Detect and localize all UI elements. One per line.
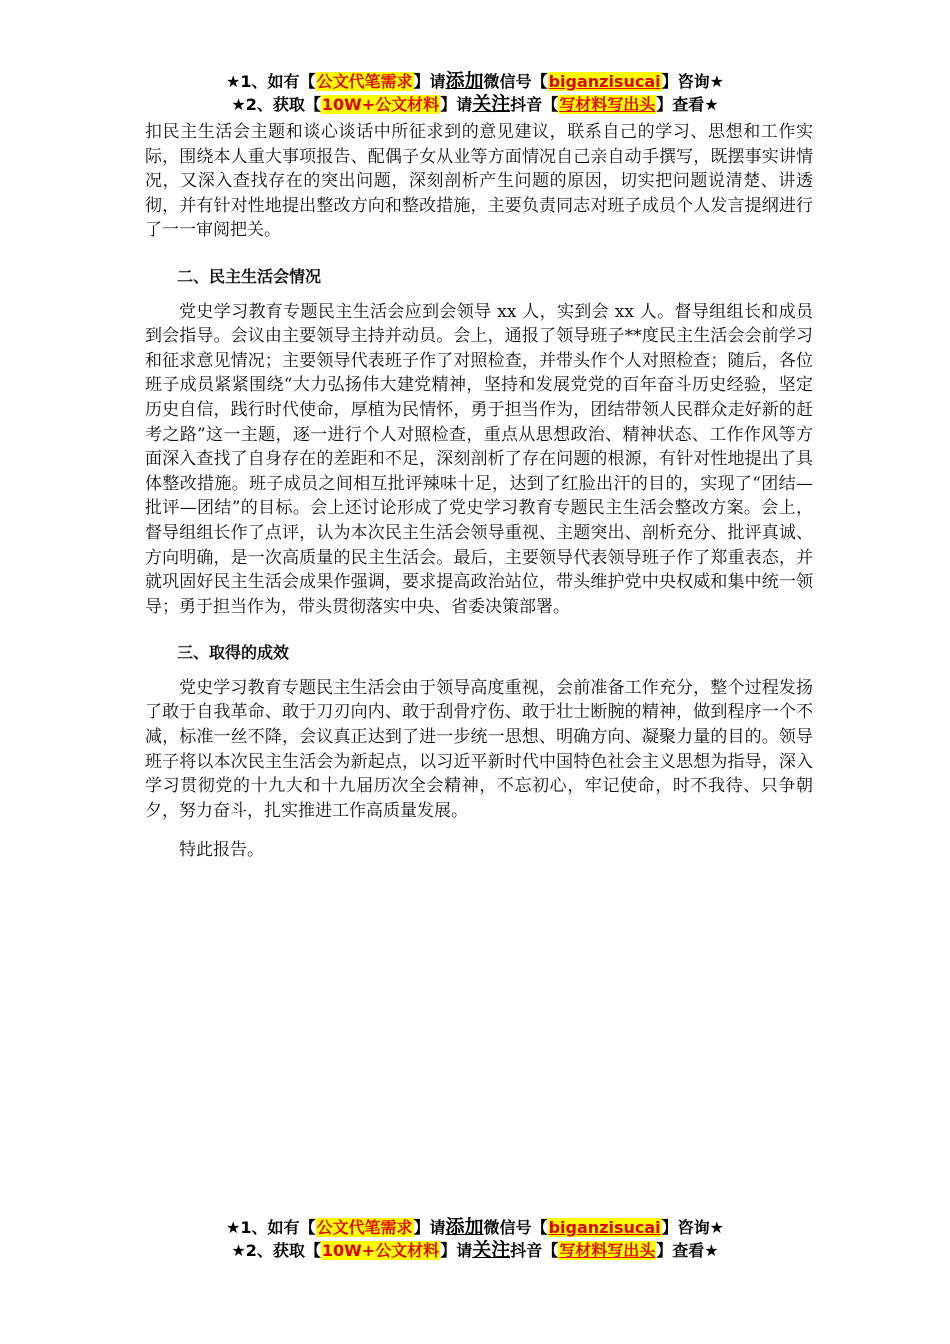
banner-emphasis: 添加 (445, 70, 484, 92)
banner-text: 】请 (413, 1218, 446, 1237)
banner-text: 】查看★ (656, 1241, 719, 1260)
spacer (145, 823, 813, 834)
banner-emphasis: 关注 (472, 1239, 511, 1261)
banner-line-1 (0, 1216, 950, 1239)
banner-text: 】查看★ (656, 95, 719, 114)
closing-line: 特此报告。 (179, 840, 264, 861)
banner-line-2 (0, 93, 950, 116)
banner-text: ★2、获取【 (231, 95, 321, 114)
banner-text: 】请 (440, 1241, 473, 1260)
banner-text: 】请 (413, 72, 446, 91)
douyin-account[interactable]: 写材料写出头 (559, 95, 656, 114)
banner-text: 】请 (440, 95, 473, 114)
wechat-id[interactable]: biganzisucai (548, 1218, 661, 1237)
banner-highlight: 公文代笔需求 (316, 72, 413, 91)
banner-text: ★2、获取【 (231, 1241, 321, 1260)
top-banner (0, 70, 950, 116)
spacer (145, 619, 813, 630)
banner-highlight: 10W+公文材料 (321, 1241, 440, 1260)
banner-text: 抖音【 (510, 95, 559, 114)
banner-line-1 (0, 70, 950, 93)
banner-text: 微信号【 (483, 72, 548, 91)
banner-highlight: 10W+公文材料 (321, 95, 440, 114)
bottom-banner (0, 1216, 950, 1262)
banner-highlight: 公文代笔需求 (316, 1218, 413, 1237)
banner-text: ★1、如有【 (226, 1218, 316, 1237)
banner-text: ★1、如有【 (226, 72, 316, 91)
banner-emphasis: 添加 (445, 1216, 484, 1238)
paragraph-meeting-status: 党史学习教育专题民主生活会应到会领导 xx 人，实到会 xx 人。督导组组长和成员到会指导。会议由主要领导主持并动员。会上，通报了领导班子**度民主生活会会前学习和征求意见情况；主要领导代表班子作了对照检查，并带头作个人对照检查；随后，各位班子成员紧紧围绕“大力弘扬伟大建党精神，坚持和发展党党的百年奋斗历史经验，坚定历史自信，践行时代使命，厚植为民情怀，勇于担当作为，团结带领人民群众走好新的赶考之路”这一主题，逐一进行个人对照检查，重点从思想政治、精神状态、工作作风等方面深入查找了自身存在的差距和不足，深刻剖析了存在问题的根源，有针对性地提出了具体整改措施。班子成员之间相互批评辣味十足，达到了红脸出汗的目的，实现了“团结—批评—团结”的目标。会上还讨论形成了党史学习教育专题民主生活会整改方案。会上，督导组组长作了点评，认为本次民主生活会领导重视、主题突出、剖析充分、批评真诚、方向明确，是一次高质量的民主生活会。最后，主要领导代表领导班子作了郑重表态，并就巩固好民主生活会成果作强调，要求提高政治站位，带头维护党中央权威和集中统一领导；勇于担当作为，带头贯彻落实中央、省委决策部署。 (145, 301, 813, 617)
douyin-account[interactable]: 写材料写出头 (559, 1241, 656, 1260)
paragraph-intro: 扣民主生活会主题和谈心谈话中所征求到的意见建议，联系自己的学习、思想和工作实际，围绕本人重大事项报告、配偶子女从业等方面情况自己亲自动手撰写，既摆事实讲情况，又深入查找存在的突出问题，深刻剖析产生问题的原因，切实把问题说清楚、讲透彻，并有针对性地提出整改方向和整改措施，主要负责同志对班子成员个人发言提纲进行了一一审阅把关。 (145, 122, 813, 241)
banner-emphasis: 关注 (472, 93, 511, 115)
banner-text: 】咨询★ (661, 72, 724, 91)
wechat-id[interactable]: biganzisucai (548, 72, 661, 91)
section-heading-2: 二、民主生活会情况 (177, 266, 322, 286)
section-heading-3: 三、取得的成效 (177, 643, 290, 663)
banner-line-2 (0, 1239, 950, 1262)
paragraph-results: 党史学习教育专题民主生活会由于领导高度重视，会前准备工作充分，整个过程发扬了敢于自我革命、敢于刀刃向内、敢于刮骨疗伤、敢于壮士断腕的精神，做到程序一个不减，标准一丝不降，会议真正达到了进一步统一思想、明确方向、凝聚力量的目的。领导班子将以本次民主生活会为新起点，以习近平新时代中国特色社会主义思想为指导，深入学习贯彻党的十九大和十九届历次全会精神，不忘初心，牢记使命，时不我待、只争朝夕，努力奋斗，扎实推进工作高质量发展。 (145, 677, 813, 821)
banner-text: 微信号【 (483, 1218, 548, 1237)
banner-text: 抖音【 (510, 1241, 559, 1260)
banner-text: 】咨询★ (661, 1218, 724, 1237)
spacer (145, 243, 813, 254)
document-body (145, 120, 813, 863)
